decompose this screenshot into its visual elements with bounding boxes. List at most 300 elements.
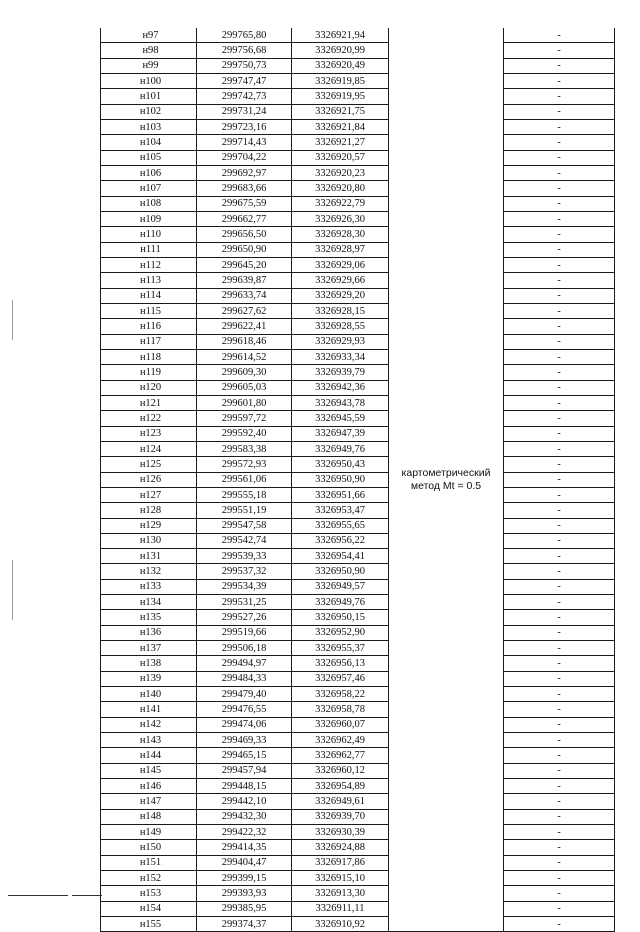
y-coordinate-cell: 3326917,86 <box>292 855 389 870</box>
y-coordinate-cell: 3326920,49 <box>292 58 389 73</box>
x-coordinate-cell: 299465,15 <box>197 748 292 763</box>
table-row <box>101 809 615 824</box>
x-coordinate-cell: 299474,06 <box>197 717 292 732</box>
point-name-cell: н141 <box>101 702 197 717</box>
method-line-1: картометрический <box>401 466 491 479</box>
point-name-cell: н132 <box>101 564 197 579</box>
mark-cell: - <box>504 503 615 518</box>
mark-cell: - <box>504 564 615 579</box>
x-coordinate-cell: 299457,94 <box>197 763 292 778</box>
y-coordinate-cell: 3326955,37 <box>292 641 389 656</box>
table-row <box>101 855 615 870</box>
x-coordinate-cell: 299519,66 <box>197 625 292 640</box>
y-coordinate-cell: 3326921,84 <box>292 119 389 134</box>
point-name-cell: н103 <box>101 119 197 134</box>
mark-cell: - <box>504 380 615 395</box>
point-name-cell: н105 <box>101 150 197 165</box>
point-name-cell: н134 <box>101 595 197 610</box>
y-coordinate-cell: 3326920,23 <box>292 165 389 180</box>
y-coordinate-cell: 3326955,65 <box>292 518 389 533</box>
y-coordinate-cell: 3326929,06 <box>292 257 389 272</box>
point-name-cell: н119 <box>101 365 197 380</box>
mark-cell: - <box>504 625 615 640</box>
table-row <box>101 227 615 242</box>
mark-cell: - <box>504 457 615 472</box>
table-row <box>101 104 615 119</box>
footer-rule <box>72 895 102 896</box>
x-coordinate-cell: 299605,03 <box>197 380 292 395</box>
x-coordinate-cell: 299414,35 <box>197 840 292 855</box>
y-coordinate-cell: 3326929,20 <box>292 288 389 303</box>
mark-cell: - <box>504 702 615 717</box>
point-name-cell: н152 <box>101 871 197 886</box>
mark-cell: - <box>504 441 615 456</box>
point-name-cell: н150 <box>101 840 197 855</box>
point-name-cell: н133 <box>101 579 197 594</box>
y-coordinate-cell: 3326958,78 <box>292 702 389 717</box>
table-row <box>101 119 615 134</box>
y-coordinate-cell: 3326920,57 <box>292 150 389 165</box>
y-coordinate-cell: 3326913,30 <box>292 886 389 901</box>
x-coordinate-cell: 299385,95 <box>197 901 292 916</box>
x-coordinate-cell: 299742,73 <box>197 89 292 104</box>
table-row <box>101 917 615 932</box>
point-name-cell: н128 <box>101 503 197 518</box>
mark-cell: - <box>504 73 615 88</box>
point-name-cell: н106 <box>101 165 197 180</box>
table-row <box>101 411 615 426</box>
mark-cell: - <box>504 411 615 426</box>
y-coordinate-cell: 3326952,90 <box>292 625 389 640</box>
table-row <box>101 43 615 58</box>
x-coordinate-cell: 299537,32 <box>197 564 292 579</box>
y-coordinate-cell: 3326950,90 <box>292 472 389 487</box>
mark-cell: - <box>504 763 615 778</box>
x-coordinate-cell: 299747,47 <box>197 73 292 88</box>
y-coordinate-cell: 3326949,76 <box>292 595 389 610</box>
mark-cell: - <box>504 365 615 380</box>
table-row <box>101 779 615 794</box>
point-name-cell: н123 <box>101 426 197 441</box>
table-row <box>101 886 615 901</box>
mark-cell: - <box>504 533 615 548</box>
scan-margin-mark <box>12 560 13 620</box>
x-coordinate-cell: 299393,93 <box>197 886 292 901</box>
x-coordinate-cell: 299399,15 <box>197 871 292 886</box>
mark-cell: - <box>504 119 615 134</box>
mark-cell: - <box>504 165 615 180</box>
mark-cell: - <box>504 211 615 226</box>
point-name-cell: н147 <box>101 794 197 809</box>
y-coordinate-cell: 3326939,79 <box>292 365 389 380</box>
table-row <box>101 671 615 686</box>
x-coordinate-cell: 299675,59 <box>197 196 292 211</box>
mark-cell: - <box>504 43 615 58</box>
point-name-cell: н144 <box>101 748 197 763</box>
table-row <box>101 503 615 518</box>
x-coordinate-cell: 299555,18 <box>197 487 292 502</box>
point-name-cell: н125 <box>101 457 197 472</box>
point-name-cell: н155 <box>101 917 197 932</box>
y-coordinate-cell: 3326942,36 <box>292 380 389 395</box>
y-coordinate-cell: 3326930,39 <box>292 825 389 840</box>
point-name-cell: н139 <box>101 671 197 686</box>
mark-cell: - <box>504 426 615 441</box>
x-coordinate-cell: 299750,73 <box>197 58 292 73</box>
y-coordinate-cell: 3326928,55 <box>292 319 389 334</box>
x-coordinate-cell: 299479,40 <box>197 687 292 702</box>
x-coordinate-cell: 299442,10 <box>197 794 292 809</box>
mark-cell: - <box>504 150 615 165</box>
point-name-cell: н104 <box>101 135 197 150</box>
point-name-cell: н112 <box>101 257 197 272</box>
point-name-cell: н143 <box>101 733 197 748</box>
x-coordinate-cell: 299662,77 <box>197 211 292 226</box>
coordinates-table-body <box>101 28 615 932</box>
x-coordinate-cell: 299531,25 <box>197 595 292 610</box>
x-coordinate-cell: 299704,22 <box>197 150 292 165</box>
point-name-cell: н124 <box>101 441 197 456</box>
point-name-cell: н137 <box>101 641 197 656</box>
table-row <box>101 579 615 594</box>
table-row <box>101 901 615 916</box>
x-coordinate-cell: 299448,15 <box>197 779 292 794</box>
x-coordinate-cell: 299650,90 <box>197 242 292 257</box>
table-row <box>101 641 615 656</box>
table-row <box>101 840 615 855</box>
mark-cell: - <box>504 303 615 318</box>
x-coordinate-cell: 299551,19 <box>197 503 292 518</box>
point-name-cell: н120 <box>101 380 197 395</box>
table-row <box>101 871 615 886</box>
y-coordinate-cell: 3326950,90 <box>292 564 389 579</box>
mark-cell: - <box>504 917 615 932</box>
footer-rule <box>8 895 68 896</box>
point-name-cell: н111 <box>101 242 197 257</box>
mark-cell: - <box>504 196 615 211</box>
point-name-cell: н149 <box>101 825 197 840</box>
y-coordinate-cell: 3326920,80 <box>292 181 389 196</box>
table-row <box>101 303 615 318</box>
table-row <box>101 763 615 778</box>
table-row <box>101 365 615 380</box>
table-row <box>101 181 615 196</box>
table-row <box>101 273 615 288</box>
mark-cell: - <box>504 840 615 855</box>
point-name-cell: н122 <box>101 411 197 426</box>
y-coordinate-cell: 3326920,99 <box>292 43 389 58</box>
point-name-cell: н151 <box>101 855 197 870</box>
y-coordinate-cell: 3326919,85 <box>292 73 389 88</box>
x-coordinate-cell: 299601,80 <box>197 395 292 410</box>
table-row <box>101 380 615 395</box>
point-name-cell: н102 <box>101 104 197 119</box>
mark-cell: - <box>504 288 615 303</box>
point-name-cell: н140 <box>101 687 197 702</box>
x-coordinate-cell: 299639,87 <box>197 273 292 288</box>
table-row <box>101 518 615 533</box>
table-row <box>101 242 615 257</box>
point-name-cell: н135 <box>101 610 197 625</box>
point-name-cell: н130 <box>101 533 197 548</box>
x-coordinate-cell: 299614,52 <box>197 349 292 364</box>
y-coordinate-cell: 3326939,70 <box>292 809 389 824</box>
x-coordinate-cell: 299539,33 <box>197 549 292 564</box>
x-coordinate-cell: 299374,37 <box>197 917 292 932</box>
y-coordinate-cell: 3326928,30 <box>292 227 389 242</box>
mark-cell: - <box>504 595 615 610</box>
table-row <box>101 334 615 349</box>
table-row <box>101 288 615 303</box>
point-name-cell: н127 <box>101 487 197 502</box>
point-name-cell: н138 <box>101 656 197 671</box>
mark-cell: - <box>504 487 615 502</box>
x-coordinate-cell: 299756,68 <box>197 43 292 58</box>
x-coordinate-cell: 299609,30 <box>197 365 292 380</box>
table-row <box>101 457 615 472</box>
mark-cell: - <box>504 687 615 702</box>
x-coordinate-cell: 299714,43 <box>197 135 292 150</box>
y-coordinate-cell: 3326951,66 <box>292 487 389 502</box>
mark-cell: - <box>504 794 615 809</box>
x-coordinate-cell: 299432,30 <box>197 809 292 824</box>
point-name-cell: н113 <box>101 273 197 288</box>
table-row <box>101 165 615 180</box>
x-coordinate-cell: 299622,41 <box>197 319 292 334</box>
mark-cell: - <box>504 135 615 150</box>
table-row <box>101 549 615 564</box>
table-row <box>101 702 615 717</box>
x-coordinate-cell: 299656,50 <box>197 227 292 242</box>
y-coordinate-cell: 3326954,89 <box>292 779 389 794</box>
y-coordinate-cell: 3326921,75 <box>292 104 389 119</box>
x-coordinate-cell: 299592,40 <box>197 426 292 441</box>
y-coordinate-cell: 3326962,49 <box>292 733 389 748</box>
x-coordinate-cell: 299506,18 <box>197 641 292 656</box>
mark-cell: - <box>504 257 615 272</box>
point-name-cell: н114 <box>101 288 197 303</box>
table-row <box>101 487 615 502</box>
x-coordinate-cell: 299476,55 <box>197 702 292 717</box>
point-name-cell: н121 <box>101 395 197 410</box>
mark-cell: - <box>504 748 615 763</box>
y-coordinate-cell: 3326929,93 <box>292 334 389 349</box>
y-coordinate-cell: 3326960,12 <box>292 763 389 778</box>
point-name-cell: н108 <box>101 196 197 211</box>
point-name-cell: н107 <box>101 181 197 196</box>
mark-cell: - <box>504 273 615 288</box>
table-row <box>101 73 615 88</box>
x-coordinate-cell: 299723,16 <box>197 119 292 134</box>
table-row <box>101 564 615 579</box>
point-name-cell: н97 <box>101 28 197 43</box>
y-coordinate-cell: 3326953,47 <box>292 503 389 518</box>
y-coordinate-cell: 3326950,43 <box>292 457 389 472</box>
y-coordinate-cell: 3326956,22 <box>292 533 389 548</box>
mark-cell: - <box>504 227 615 242</box>
y-coordinate-cell: 3326910,92 <box>292 917 389 932</box>
y-coordinate-cell: 3326956,13 <box>292 656 389 671</box>
x-coordinate-cell: 299527,26 <box>197 610 292 625</box>
x-coordinate-cell: 299422,32 <box>197 825 292 840</box>
y-coordinate-cell: 3326921,94 <box>292 28 389 43</box>
point-name-cell: н101 <box>101 89 197 104</box>
y-coordinate-cell: 3326926,30 <box>292 211 389 226</box>
x-coordinate-cell: 299469,33 <box>197 733 292 748</box>
point-name-cell: н146 <box>101 779 197 794</box>
y-coordinate-cell: 3326919,95 <box>292 89 389 104</box>
point-name-cell: н153 <box>101 886 197 901</box>
mark-cell: - <box>504 717 615 732</box>
x-coordinate-cell: 299765,80 <box>197 28 292 43</box>
y-coordinate-cell: 3326929,66 <box>292 273 389 288</box>
y-coordinate-cell: 3326957,46 <box>292 671 389 686</box>
table-row <box>101 733 615 748</box>
point-name-cell: н110 <box>101 227 197 242</box>
table-row <box>101 533 615 548</box>
table-row <box>101 717 615 732</box>
y-coordinate-cell: 3326933,34 <box>292 349 389 364</box>
y-coordinate-cell: 3326928,97 <box>292 242 389 257</box>
point-name-cell: н117 <box>101 334 197 349</box>
mark-cell: - <box>504 825 615 840</box>
point-name-cell: н145 <box>101 763 197 778</box>
x-coordinate-cell: 299484,33 <box>197 671 292 686</box>
table-row <box>101 625 615 640</box>
mark-cell: - <box>504 28 615 43</box>
y-coordinate-cell: 3326949,61 <box>292 794 389 809</box>
y-coordinate-cell: 3326958,22 <box>292 687 389 702</box>
point-name-cell: н148 <box>101 809 197 824</box>
table-row <box>101 395 615 410</box>
y-coordinate-cell: 3326962,77 <box>292 748 389 763</box>
x-coordinate-cell: 299404,47 <box>197 855 292 870</box>
x-coordinate-cell: 299547,58 <box>197 518 292 533</box>
mark-cell: - <box>504 104 615 119</box>
mark-cell: - <box>504 779 615 794</box>
table-row <box>101 89 615 104</box>
table-row <box>101 150 615 165</box>
x-coordinate-cell: 299534,39 <box>197 579 292 594</box>
mark-cell: - <box>504 671 615 686</box>
table-row <box>101 135 615 150</box>
x-coordinate-cell: 299542,74 <box>197 533 292 548</box>
point-name-cell: н100 <box>101 73 197 88</box>
point-name-cell: н129 <box>101 518 197 533</box>
table-row <box>101 656 615 671</box>
y-coordinate-cell: 3326921,27 <box>292 135 389 150</box>
x-coordinate-cell: 299645,20 <box>197 257 292 272</box>
x-coordinate-cell: 299692,97 <box>197 165 292 180</box>
point-name-cell: н154 <box>101 901 197 916</box>
y-coordinate-cell: 3326915,10 <box>292 871 389 886</box>
x-coordinate-cell: 299583,38 <box>197 441 292 456</box>
mark-cell: - <box>504 855 615 870</box>
mark-cell: - <box>504 809 615 824</box>
table-row <box>101 794 615 809</box>
mark-cell: - <box>504 656 615 671</box>
mark-cell: - <box>504 89 615 104</box>
mark-cell: - <box>504 334 615 349</box>
mark-cell: - <box>504 242 615 257</box>
mark-cell: - <box>504 549 615 564</box>
mark-cell: - <box>504 518 615 533</box>
table-row <box>101 748 615 763</box>
point-name-cell: н98 <box>101 43 197 58</box>
point-name-cell: н118 <box>101 349 197 364</box>
y-coordinate-cell: 3326954,41 <box>292 549 389 564</box>
y-coordinate-cell: 3326911,11 <box>292 901 389 916</box>
y-coordinate-cell: 3326949,57 <box>292 579 389 594</box>
y-coordinate-cell: 3326943,78 <box>292 395 389 410</box>
mark-cell: - <box>504 349 615 364</box>
point-name-cell: н142 <box>101 717 197 732</box>
y-coordinate-cell: 3326949,76 <box>292 441 389 456</box>
mark-cell: - <box>504 641 615 656</box>
y-coordinate-cell: 3326945,59 <box>292 411 389 426</box>
y-coordinate-cell: 3326960,07 <box>292 717 389 732</box>
table-row <box>101 687 615 702</box>
x-coordinate-cell: 299627,62 <box>197 303 292 318</box>
mark-cell: - <box>504 871 615 886</box>
mark-cell: - <box>504 579 615 594</box>
method-cell <box>389 28 504 932</box>
table-row <box>101 595 615 610</box>
y-coordinate-cell: 3326947,39 <box>292 426 389 441</box>
table-row <box>101 28 615 43</box>
x-coordinate-cell: 299618,46 <box>197 334 292 349</box>
point-name-cell: н136 <box>101 625 197 640</box>
point-name-cell: н131 <box>101 549 197 564</box>
table-row <box>101 319 615 334</box>
x-coordinate-cell: 299494,97 <box>197 656 292 671</box>
point-name-cell: н126 <box>101 472 197 487</box>
x-coordinate-cell: 299731,24 <box>197 104 292 119</box>
point-name-cell: н99 <box>101 58 197 73</box>
point-name-cell: н116 <box>101 319 197 334</box>
point-name-cell: н115 <box>101 303 197 318</box>
table-row <box>101 211 615 226</box>
y-coordinate-cell: 3326928,15 <box>292 303 389 318</box>
table-row <box>101 426 615 441</box>
mark-cell: - <box>504 901 615 916</box>
mark-cell: - <box>504 472 615 487</box>
method-line-2: метод Mt = 0.5 <box>410 479 482 492</box>
table-row <box>101 441 615 456</box>
y-coordinate-cell: 3326922,79 <box>292 196 389 211</box>
x-coordinate-cell: 299572,93 <box>197 457 292 472</box>
table-row <box>101 257 615 272</box>
mark-cell: - <box>504 58 615 73</box>
y-coordinate-cell: 3326924,88 <box>292 840 389 855</box>
coordinates-table <box>100 28 615 932</box>
point-name-cell: н109 <box>101 211 197 226</box>
x-coordinate-cell: 299561,06 <box>197 472 292 487</box>
x-coordinate-cell: 299597,72 <box>197 411 292 426</box>
table-row <box>101 472 615 487</box>
mark-cell: - <box>504 319 615 334</box>
table-row <box>101 825 615 840</box>
table-row <box>101 196 615 211</box>
mark-cell: - <box>504 733 615 748</box>
mark-cell: - <box>504 395 615 410</box>
mark-cell: - <box>504 181 615 196</box>
mark-cell: - <box>504 886 615 901</box>
mark-cell: - <box>504 610 615 625</box>
y-coordinate-cell: 3326950,15 <box>292 610 389 625</box>
x-coordinate-cell: 299683,66 <box>197 181 292 196</box>
table-row <box>101 610 615 625</box>
